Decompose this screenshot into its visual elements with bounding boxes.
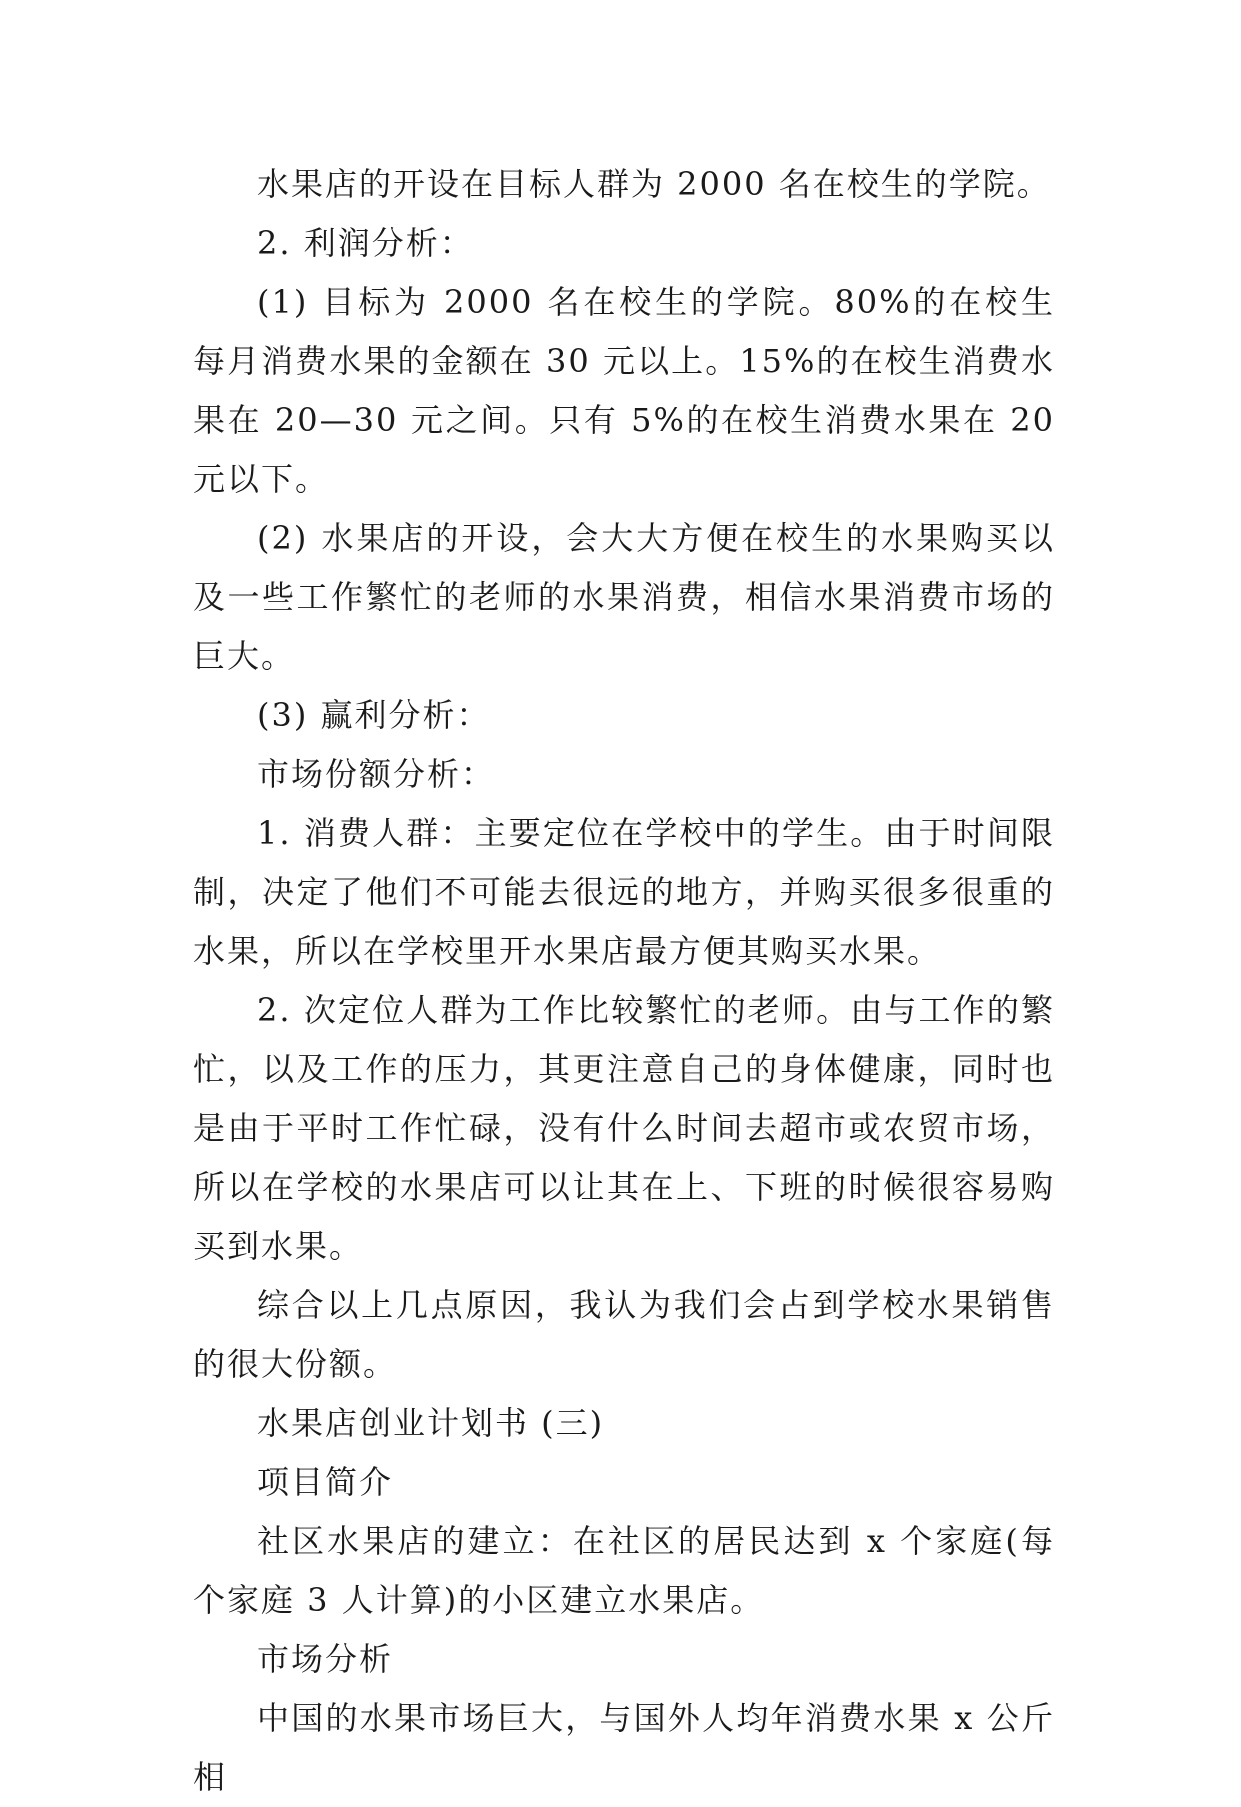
paragraph-project-intro-heading: 项目简介 xyxy=(257,1463,394,1501)
paragraph-community-store: 社区水果店的建立：在社区的居民达到 x 个家庭(每个家庭 3 人计算)的小区建立水果店。 xyxy=(193,1522,1055,1619)
paragraph-earnings-heading: (3) 赢利分析： xyxy=(257,696,491,734)
paragraph-profit-analysis-heading: 2. 利润分析： xyxy=(257,224,474,262)
paragraph-target-group: 水果店的开设在目标人群为 2000 名在校生的学院。 xyxy=(257,165,1051,203)
section-title: 水果店创业计划书 (三) xyxy=(257,1404,605,1442)
paragraph-market-analysis-heading: 市场分析 xyxy=(257,1640,394,1678)
paragraph-primary-consumers: 1. 消费人群：主要定位在学校中的学生。由于时间限制，决定了他们不可能去很远的地方，并购买很多很重的水果，所以在学校里开水果店最方便其购买水果。 xyxy=(193,814,1055,970)
paragraph-spending-levels: (1) 目标为 2000 名在校生的学院。80%的在校生每月消费水果的金额在 30 元以上。15%的在校生消费水果在 20—30 元之间。只有 5%的在校生消费水果在 20 元以下。 xyxy=(193,283,1055,498)
paragraph-market-share-heading: 市场份额分析： xyxy=(257,755,496,793)
paragraph-conclusion: 综合以上几点原因，我认为我们会占到学校水果销售的很大份额。 xyxy=(193,1286,1055,1383)
document-body xyxy=(193,155,1055,1807)
paragraph-secondary-consumers: 2. 次定位人群为工作比较繁忙的老师。由与工作的繁忙，以及工作的压力，其更注意自己的身体健康，同时也是由于平时工作忙碌，没有什么时间去超市或农贸市场，所以在学校的水果店可以让其在上、下班的时候很容易购买到水果。 xyxy=(193,991,1055,1265)
paragraph-china-market: 中国的水果市场巨大，与国外人均年消费水果 x 公斤相 xyxy=(193,1699,1055,1796)
paragraph-convenience: (2) 水果店的开设，会大大方便在校生的水果购买以及一些工作繁忙的老师的水果消费，相信水果消费市场的巨大。 xyxy=(193,519,1055,675)
